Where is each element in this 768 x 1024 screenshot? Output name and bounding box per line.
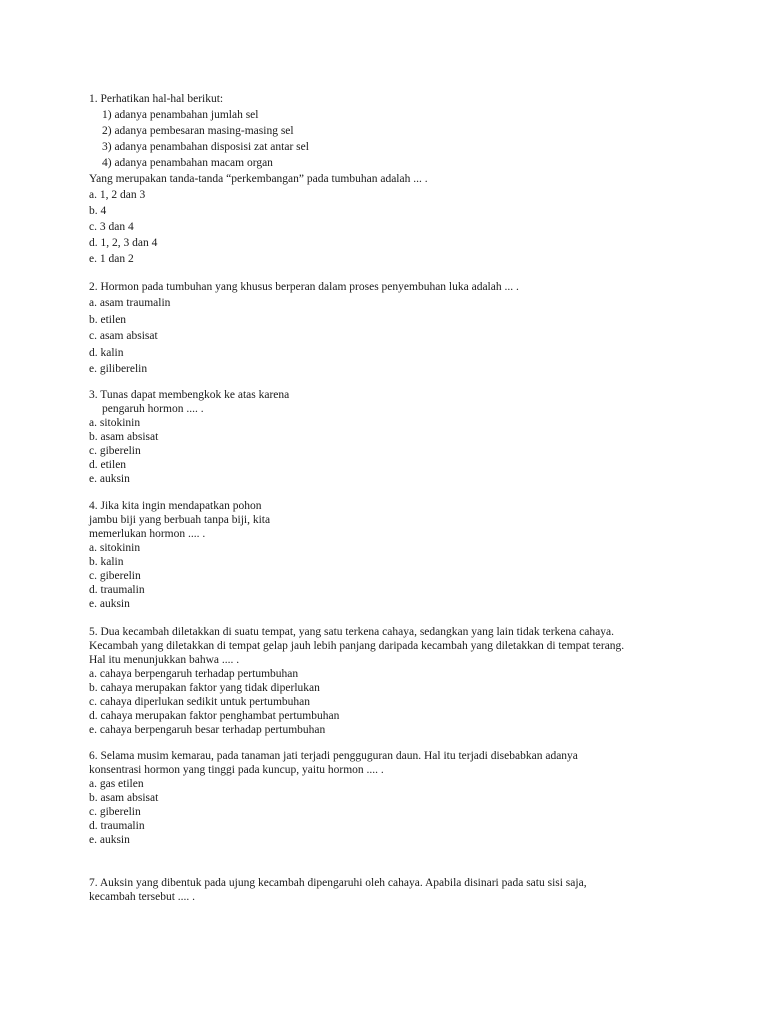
answer-option: b. cahaya merupakan faktor yang tidak diperlukan — [89, 682, 320, 694]
answer-option: c. 3 dan 4 — [89, 221, 134, 233]
question-1 — [89, 91, 689, 267]
statement-item: 2) adanya pembesaran masing-masing sel — [102, 125, 294, 137]
answer-option: d. traumalin — [89, 584, 145, 596]
answer-option: c. cahaya diperlukan sedikit untuk pertumbuhan — [89, 696, 310, 708]
question-3 — [89, 388, 689, 486]
answer-option: b. 4 — [89, 205, 107, 217]
answer-option: d. 1, 2, 3 dan 4 — [89, 237, 158, 249]
answer-option: b. kalin — [89, 556, 124, 568]
answer-option: d. etilen — [89, 459, 127, 471]
answer-option: c. asam absisat — [89, 330, 158, 343]
question-stem: kecambah tersebut .... . — [89, 891, 196, 903]
answer-option: c. giberelin — [89, 806, 141, 818]
answer-option: d. cahaya merupakan faktor penghambat pertumbuhan — [89, 710, 340, 722]
question-prompt: Yang merupakan tanda-tanda “perkembangan” pada tumbuhan adalah ... . — [89, 173, 428, 185]
answer-option: a. sitokinin — [89, 542, 141, 554]
answer-option: e. auksin — [89, 834, 130, 846]
answer-option: e. auksin — [89, 598, 130, 610]
answer-option: a. asam traumalin — [89, 297, 171, 310]
question-stem: 1. Perhatikan hal-hal berikut: — [89, 93, 224, 105]
answer-option: e. cahaya berpengaruh besar terhadap pertumbuhan — [89, 724, 326, 736]
answer-option: b. asam absisat — [89, 792, 159, 804]
answer-option: e. 1 dan 2 — [89, 253, 134, 265]
question-stem: 5. Dua kecambah diletakkan di suatu tempat, yang satu terkena cahaya, sedangkan yang lain tidak terkena cahaya. — [89, 626, 614, 638]
answer-option: e. giliberelin — [89, 362, 148, 375]
statement-item: 3) adanya penambahan disposisi zat antar sel — [102, 141, 309, 153]
question-4 — [89, 499, 689, 611]
question-2 — [89, 279, 689, 377]
question-stem: konsentrasi hormon yang tinggi pada kuncup, yaitu hormon .... . — [89, 764, 384, 776]
answer-option: b. etilen — [89, 313, 127, 326]
answer-option: e. auksin — [89, 473, 130, 485]
question-stem: Kecambah yang diletakkan di tempat gelap jauh lebih panjang daripada kecambah yang diletakkan di tempat terang. — [89, 640, 625, 652]
answer-option: a. sitokinin — [89, 417, 141, 429]
question-stem-continuation: pengaruh hormon .... . — [102, 403, 204, 415]
question-stem: 6. Selama musim kemarau, pada tanaman jati terjadi pengguguran daun. Hal itu terjadi disebabkan adanya — [89, 750, 578, 762]
answer-option: a. 1, 2 dan 3 — [89, 189, 146, 201]
question-stem: Hal itu menunjukkan bahwa .... . — [89, 654, 240, 666]
answer-option: b. asam absisat — [89, 431, 159, 443]
question-stem: memerlukan hormon .... . — [89, 528, 206, 540]
question-stem: 2. Hormon pada tumbuhan yang khusus berperan dalam proses penyembuhan luka adalah ... . — [89, 281, 519, 293]
question-5 — [89, 625, 689, 737]
question-stem: 3. Tunas dapat membengkok ke atas karena — [89, 389, 290, 401]
answer-option: d. traumalin — [89, 820, 145, 832]
answer-option: c. giberelin — [89, 570, 141, 582]
statement-item: 4) adanya penambahan macam organ — [102, 157, 273, 169]
question-7 — [89, 876, 689, 904]
answer-option: a. cahaya berpengaruh terhadap pertumbuhan — [89, 668, 299, 680]
answer-option: a. gas etilen — [89, 778, 144, 790]
statement-item: 1) adanya penambahan jumlah sel — [102, 109, 259, 121]
answer-option: c. giberelin — [89, 445, 141, 457]
question-6 — [89, 749, 689, 847]
question-stem: jambu biji yang berbuah tanpa biji, kita — [89, 514, 271, 526]
question-stem: 4. Jika kita ingin mendapatkan pohon — [89, 500, 262, 512]
question-stem: 7. Auksin yang dibentuk pada ujung kecambah dipengaruhi oleh cahaya. Apabila disinari pada satu sisi saja, — [89, 877, 587, 889]
answer-option: d. kalin — [89, 346, 124, 359]
